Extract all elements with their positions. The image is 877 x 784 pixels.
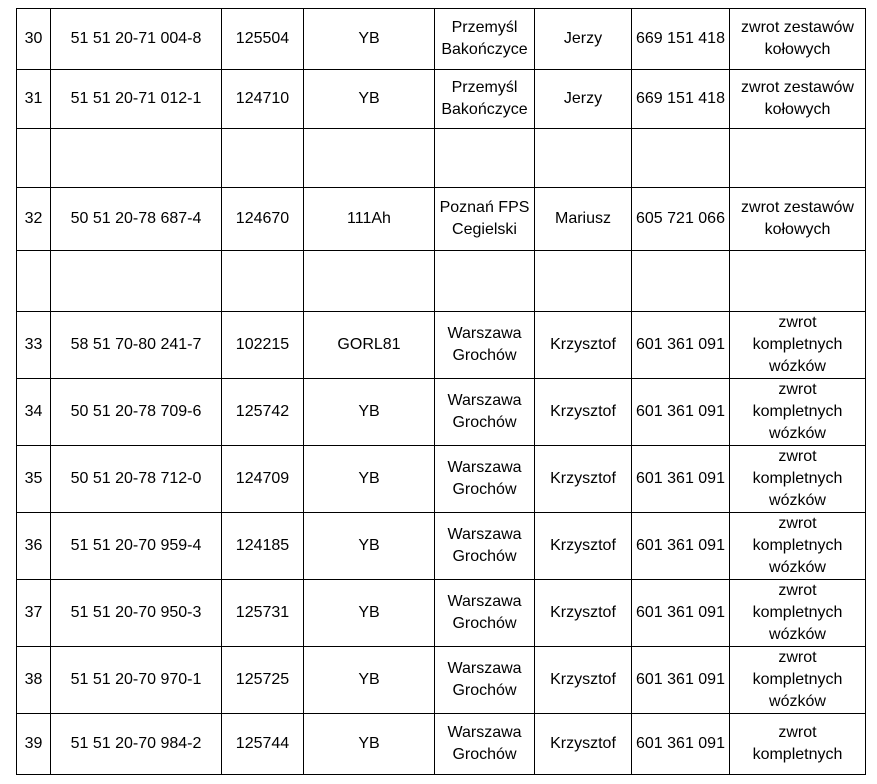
type-cell: [304, 251, 435, 312]
row-number-cell: [17, 129, 51, 188]
table-row-empty: [17, 251, 866, 312]
type-cell: YB: [304, 446, 435, 513]
phone-cell: 601 361 091: [632, 647, 730, 714]
phone-cell: 605 721 066: [632, 188, 730, 251]
description-cell: zwrot kompletnych wózków: [730, 647, 866, 714]
contact-person-cell: Krzysztof: [535, 580, 632, 647]
contact-person-cell: Krzysztof: [535, 714, 632, 775]
phone-cell: 601 361 091: [632, 714, 730, 775]
contact-person-cell: [535, 251, 632, 312]
wagon-number-cell: 51 51 20-70 959-4: [51, 513, 222, 580]
type-cell: GORL81: [304, 312, 435, 379]
contact-person-cell: Krzysztof: [535, 647, 632, 714]
row-number-cell: 37: [17, 580, 51, 647]
row-number-cell: [17, 251, 51, 312]
row-number-cell: 32: [17, 188, 51, 251]
row-number-cell: 38: [17, 647, 51, 714]
row-number-cell: 31: [17, 70, 51, 129]
type-cell: YB: [304, 714, 435, 775]
inventory-number-cell: 125731: [222, 580, 304, 647]
row-number-cell: 39: [17, 714, 51, 775]
type-cell: 111Ah: [304, 188, 435, 251]
description-cell: zwrot kompletnych wózków: [730, 513, 866, 580]
type-cell: [304, 129, 435, 188]
description-cell: [730, 129, 866, 188]
location-cell: Warszawa Grochów: [435, 312, 535, 379]
description-cell: [730, 251, 866, 312]
table-row: [17, 513, 866, 580]
type-cell: YB: [304, 647, 435, 714]
wagon-number-cell: 51 51 20-71 004-8: [51, 9, 222, 70]
location-cell: Warszawa Grochów: [435, 714, 535, 775]
location-cell: Warszawa Grochów: [435, 580, 535, 647]
phone-cell: 601 361 091: [632, 446, 730, 513]
table-row: [17, 188, 866, 251]
location-cell: Poznań FPS Cegielski: [435, 188, 535, 251]
inventory-number-cell: 124185: [222, 513, 304, 580]
location-cell: [435, 251, 535, 312]
wagon-number-cell: 50 51 20-78 712-0: [51, 446, 222, 513]
table-row: [17, 446, 866, 513]
table-row: [17, 379, 866, 446]
wagon-number-cell: 51 51 20-70 970-1: [51, 647, 222, 714]
wagon-number-cell: 51 51 20-70 950-3: [51, 580, 222, 647]
description-cell: zwrot kompletnych wózków: [730, 580, 866, 647]
description-cell: zwrot zestawów kołowych: [730, 70, 866, 129]
inventory-number-cell: 125504: [222, 9, 304, 70]
type-cell: YB: [304, 513, 435, 580]
wagon-number-cell: 58 51 70-80 241-7: [51, 312, 222, 379]
inventory-number-cell: 124670: [222, 188, 304, 251]
location-cell: Przemyśl Bakończyce: [435, 9, 535, 70]
description-cell: zwrot zestawów kołowych: [730, 188, 866, 251]
table-row: [17, 312, 866, 379]
type-cell: YB: [304, 379, 435, 446]
wagon-number-cell: [51, 251, 222, 312]
contact-person-cell: [535, 129, 632, 188]
location-cell: Warszawa Grochów: [435, 513, 535, 580]
table-row: [17, 9, 866, 70]
phone-cell: [632, 251, 730, 312]
contact-person-cell: Krzysztof: [535, 312, 632, 379]
location-cell: Warszawa Grochów: [435, 647, 535, 714]
phone-cell: 669 151 418: [632, 70, 730, 129]
wagon-number-cell: 50 51 20-78 709-6: [51, 379, 222, 446]
inventory-number-cell: [222, 251, 304, 312]
table-row: [17, 580, 866, 647]
row-number-cell: 36: [17, 513, 51, 580]
phone-cell: 601 361 091: [632, 580, 730, 647]
row-number-cell: 33: [17, 312, 51, 379]
location-cell: Warszawa Grochów: [435, 379, 535, 446]
description-cell: zwrot kompletnych wózków: [730, 446, 866, 513]
inventory-number-cell: 124709: [222, 446, 304, 513]
description-cell: zwrot zestawów kołowych: [730, 9, 866, 70]
inventory-number-cell: 125744: [222, 714, 304, 775]
inventory-number-cell: 102215: [222, 312, 304, 379]
table-row: [17, 714, 866, 775]
contact-person-cell: Jerzy: [535, 70, 632, 129]
inventory-number-cell: [222, 129, 304, 188]
row-number-cell: 30: [17, 9, 51, 70]
type-cell: YB: [304, 70, 435, 129]
location-cell: Warszawa Grochów: [435, 446, 535, 513]
wagon-number-cell: [51, 129, 222, 188]
phone-cell: 601 361 091: [632, 513, 730, 580]
phone-cell: 669 151 418: [632, 9, 730, 70]
contact-person-cell: Krzysztof: [535, 379, 632, 446]
inventory-number-cell: 125742: [222, 379, 304, 446]
inventory-number-cell: 124710: [222, 70, 304, 129]
description-cell: zwrot kompletnych wózków: [730, 379, 866, 446]
table-row: [17, 70, 866, 129]
inventory-number-cell: 125725: [222, 647, 304, 714]
table-row-empty: [17, 129, 866, 188]
contact-person-cell: Jerzy: [535, 9, 632, 70]
wagon-number-cell: 50 51 20-78 687-4: [51, 188, 222, 251]
description-cell: zwrot kompletnych wózków: [730, 312, 866, 379]
phone-cell: 601 361 091: [632, 312, 730, 379]
contact-person-cell: Krzysztof: [535, 446, 632, 513]
location-cell: [435, 129, 535, 188]
type-cell: YB: [304, 580, 435, 647]
wagon-number-cell: 51 51 20-71 012-1: [51, 70, 222, 129]
description-cell: zwrot kompletnych: [730, 714, 866, 775]
row-number-cell: 34: [17, 379, 51, 446]
contact-person-cell: Krzysztof: [535, 513, 632, 580]
phone-cell: 601 361 091: [632, 379, 730, 446]
return-schedule-table: [16, 8, 866, 775]
wagon-number-cell: 51 51 20-70 984-2: [51, 714, 222, 775]
location-cell: Przemyśl Bakończyce: [435, 70, 535, 129]
contact-person-cell: Mariusz: [535, 188, 632, 251]
row-number-cell: 35: [17, 446, 51, 513]
table-row: [17, 647, 866, 714]
phone-cell: [632, 129, 730, 188]
type-cell: YB: [304, 9, 435, 70]
